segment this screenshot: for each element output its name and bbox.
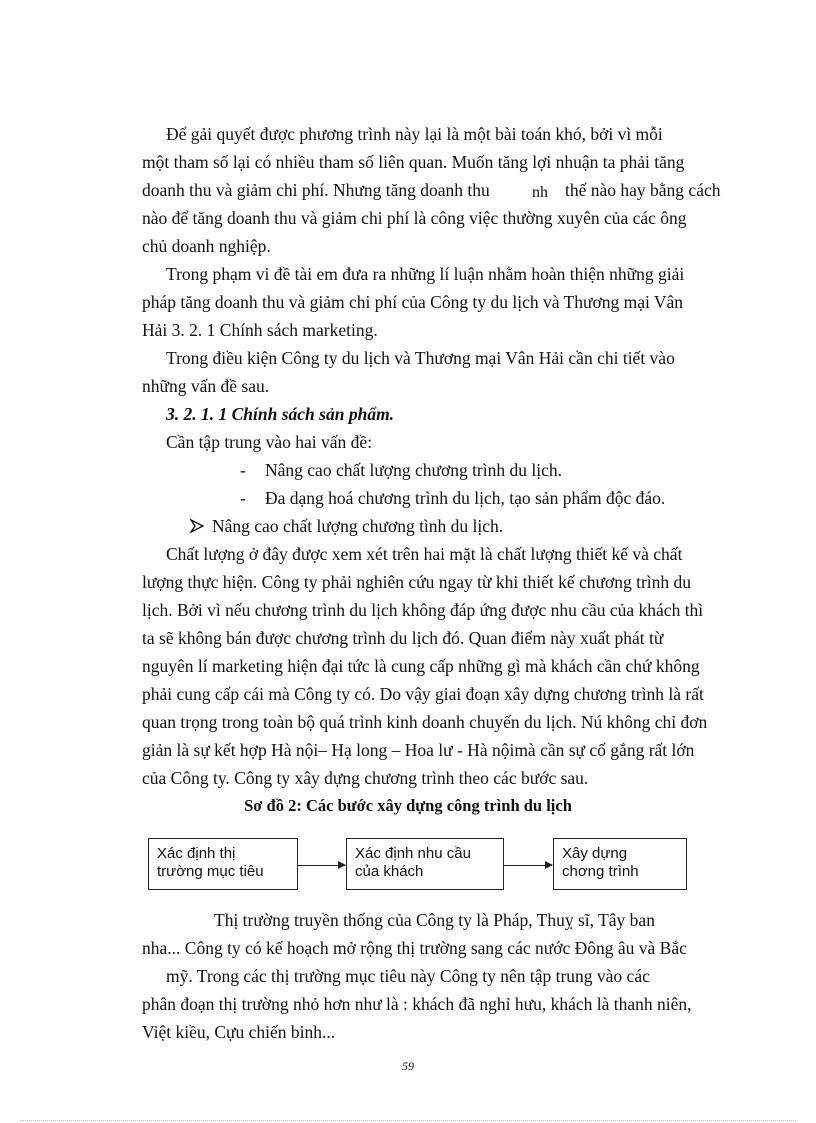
diagram-title: Sơ đồ 2: Các bước xây dựng công trình du lịch <box>244 796 572 815</box>
para4-line4: ta sẽ không bán được chương trình du lịch đó. Quan điểm này xuất phát từ <box>142 628 664 648</box>
para2-line2: pháp tăng doanh thu và giảm chi phí của Công ty du lịch và Thương mại Vân <box>142 292 684 312</box>
para3-line2: những vấn đề sau. <box>142 376 270 396</box>
arrow-bullet-icon <box>190 514 204 538</box>
para5-line3: mỹ. Trong các thị trường mục tiêu này Công ty nên tập trung vào các <box>166 966 650 986</box>
para4-line2: lượng thực hiện. Công ty phải nghiên cứu ngay từ khi thiết kế chương trình du <box>142 572 692 592</box>
section-heading: 3. 2. 1. 1 Chính sách sản phẩm. <box>166 404 395 424</box>
bullet-dash: - <box>240 460 246 480</box>
bullet-dash: - <box>240 488 246 508</box>
diagram-box-3 <box>553 838 687 890</box>
para1-line5: chủ doanh nghiệp. <box>142 236 271 256</box>
para5-line4: phân đoạn thị trường nhỏ hơn như là : khách đã nghỉ hưu, khách là thanh niên, <box>142 994 692 1014</box>
diagram-box-2-line1: Xác định nhu cầu <box>355 845 471 862</box>
diagram-box-1-line1: Xác định thị <box>157 845 236 862</box>
para1-line3c: thế nào hay bằng cách <box>565 180 721 200</box>
diagram-box-1-line2: trường mục tiêu <box>157 863 264 880</box>
diagram-arrow-2 <box>504 865 552 866</box>
diagram-box-2 <box>346 838 504 890</box>
diagram-box-3-line1: Xây dựng <box>562 845 628 862</box>
para4-line8: giản là sự kết hợp Hà nội– Hạ long – Hoa lư - Hà nộimà cần sự cố gắng rất lớn <box>142 740 695 760</box>
arrow-item: Nâng cao chất lượng chương tình du lịch. <box>212 516 504 536</box>
bullet-item-2: Đa dạng hoá chương trình du lịch, tạo sản phẩm độc đáo. <box>265 488 666 508</box>
para4-line7: quan trọng trong toàn bộ quá trình kinh doanh chuyến du lịch. Nú không chỉ đơn <box>142 712 708 732</box>
page-number: 59 <box>402 1059 414 1073</box>
para1-line2: một tham số lại có nhiều tham số liên quan. Muốn tăng lợi nhuận ta phải tăng <box>142 152 685 172</box>
diagram-box-2-line2: của khách <box>355 863 424 880</box>
para1-line3b: nh <box>532 184 548 201</box>
para5-line5: Việt kiều, Cựu chiến binh... <box>142 1022 336 1042</box>
para5-line2: nha... Công ty có kế hoạch mở rộng thị trường sang các nước Đông âu và Bắc <box>142 938 687 958</box>
para4-line1: Chất lượng ở đây được xem xét trên hai mặt là chất lượng thiết kế và chất <box>166 544 683 564</box>
bullet-item-1: Nâng cao chất lượng chương trình du lịch. <box>265 460 562 480</box>
para1-line3a: doanh thu và giảm chi phí. Nhưng tăng doanh thu <box>142 180 490 200</box>
para4-line3: lịch. Bởi vì nếu chương trình du lịch không đáp ứng được nhu cầu của khách thì <box>142 600 704 620</box>
footer-divider <box>20 1120 796 1121</box>
para4-line5: nguyên lí marketing hiện đại tức là cung cấp những gì mà khách cần chứ không <box>142 656 700 676</box>
intro-text: Cần tập trung vào hai vấn đề: <box>166 432 373 452</box>
para4-line9: của Công ty. Công ty xây dựng chương trình theo các bước sau. <box>142 768 589 788</box>
diagram-box-3-line2: chơng trình <box>562 863 639 880</box>
para5-line1: Thị trường truyền thống của Công ty là Pháp, Thuỵ sĩ, Tây ban <box>214 910 655 930</box>
para1-line4: nào để tăng doanh thu và giảm chi phí là công việc thường xuyên của các ông <box>142 208 687 228</box>
para1-line1: Để gải quyết được phương trình này lại là một bài toán khó, bởi vì mỗi <box>166 124 663 144</box>
para3-line1: Trong điều kiện Công ty du lịch và Thương mại Vân Hải cần chi tiết vào <box>166 348 675 368</box>
para2-line1: Trong phạm vi đề tài em đưa ra những lí luận nhằm hoàn thiện những giải <box>166 264 685 284</box>
diagram-box-1 <box>148 838 298 890</box>
para2-line3: Hải 3. 2. 1 Chính sách marketing. <box>142 320 378 340</box>
diagram-arrow-1 <box>298 865 345 866</box>
para4-line6: phải cung cấp cái mà Công ty có. Do vậy giai đoạn xây dựng chương trình là rất <box>142 684 704 704</box>
